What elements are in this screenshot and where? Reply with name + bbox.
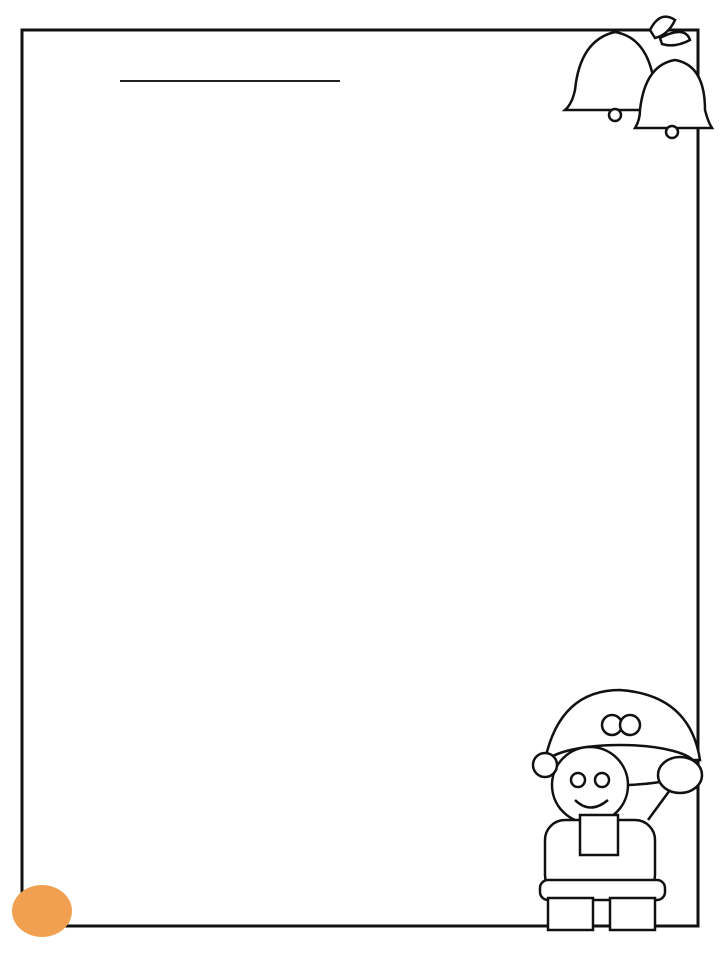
brand-logo bbox=[12, 885, 72, 937]
